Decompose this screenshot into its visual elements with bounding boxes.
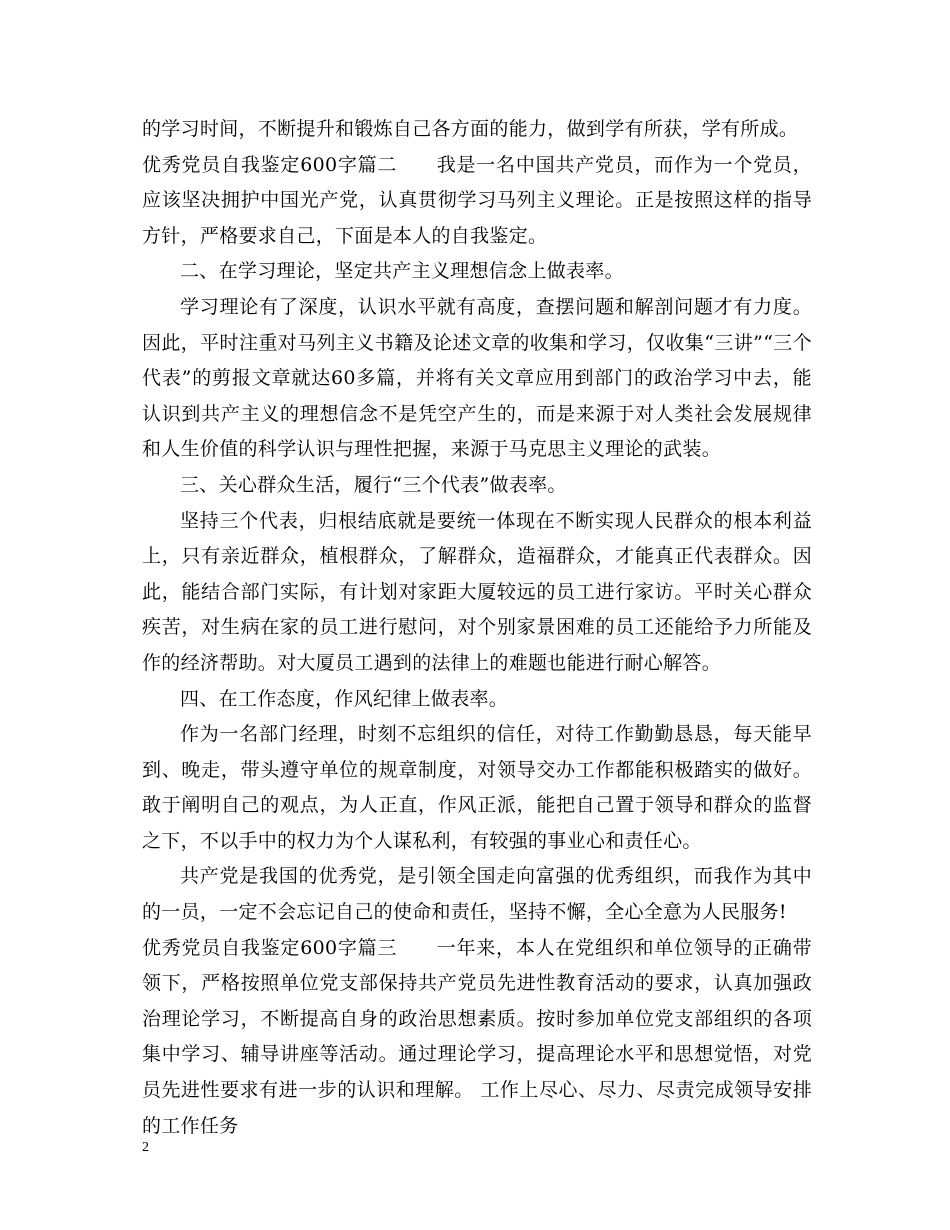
section-heading: 三、关心群众生活，履行“三个代表”做表率。 bbox=[180, 473, 567, 496]
paragraph: 共产党是我国的优秀党，是引领全国走向富强的优秀组织，而我作为其中的一员，一定不会忘记自己的使命和责任，坚持不懈，全心全意为人民服务! bbox=[142, 865, 812, 924]
document-body bbox=[142, 112, 812, 1144]
paragraph: 作为一名部门经理，时刻不忘组织的信任，对待工作勤勤恳恳，每天能早到、晚走，带头遵守单位的规章制度，对领导交办工作都能积极踏实的做好。敢于阐明自己的观点，为人正直，作风正派，能把自己置于领导和群众的监督之下，不以手中的权力为个人谋私利，有较强的事业心和责任心。 bbox=[142, 723, 812, 852]
paragraph: 的学习时间，不断提升和锻炼自己各方面的能力，做到学有所获，学有所成。 bbox=[142, 118, 799, 140]
paragraph: 优秀党员自我鉴定600字篇二 我是一名中国共产党员，而作为一个党员，应该坚决拥护中国光产党，认真贯彻学习马列主义理论。正是按照这样的指导方针，严格要求自己，下面是本人的自我鉴定。 bbox=[142, 153, 812, 247]
section-heading: 二、在学习理论，坚定共产主义理想信念上做表率。 bbox=[180, 260, 624, 283]
paragraph: 坚持三个代表，归根结底就是要统一体现在不断实现人民群众的根本利益上，只有亲近群众，植根群众，了解群众，造福群众，才能真正代表群众。因此，能结合部门实际，有计划对家距大厦较远的员工进行家访。平时关心群众疾苦，对生病在家的员工进行慰问，对个别家景困难的员工还能给予力所能及作的经济帮助。对大厦员工遇到的法律上的难题也能进行耐心解答。 bbox=[142, 509, 812, 674]
page-number: 2 bbox=[142, 1140, 149, 1155]
paragraph: 优秀党员自我鉴定600字篇三 一年来，本人在党组织和单位领导的正确带领下，严格按照单位党支部保持共产党员先进性教育活动的要求，认真加强政治理论学习，不断提高自身的政治思想素质。按时参加单位党支部组织的各项集中学习、辅导讲座等活动。通过理论学习，提高理论水平和思想觉悟，对党员先进性要求有进一步的认识和理解。 工作上尽心、尽力、尽责完成领导安排的工作任务 bbox=[142, 936, 812, 1137]
paragraph: 学习理论有了深度，认识水平就有高度，查摆问题和解剖问题才有力度。因此，平时注重对马列主义书籍及论述文章的收集和学习，仅收集“三讲”“三个代表”的剪报文章就达60多篇，并将有关文章应用到部门的政治学习中去，能认识到共产主义的理想信念不是凭空产生的，而是来源于对人类社会发展规律和人生价值的科学认识与理性把握，来源于马克思主义理论的武装。 bbox=[142, 295, 812, 461]
section-heading: 四、在工作态度，作风纪律上做表率。 bbox=[180, 687, 509, 710]
